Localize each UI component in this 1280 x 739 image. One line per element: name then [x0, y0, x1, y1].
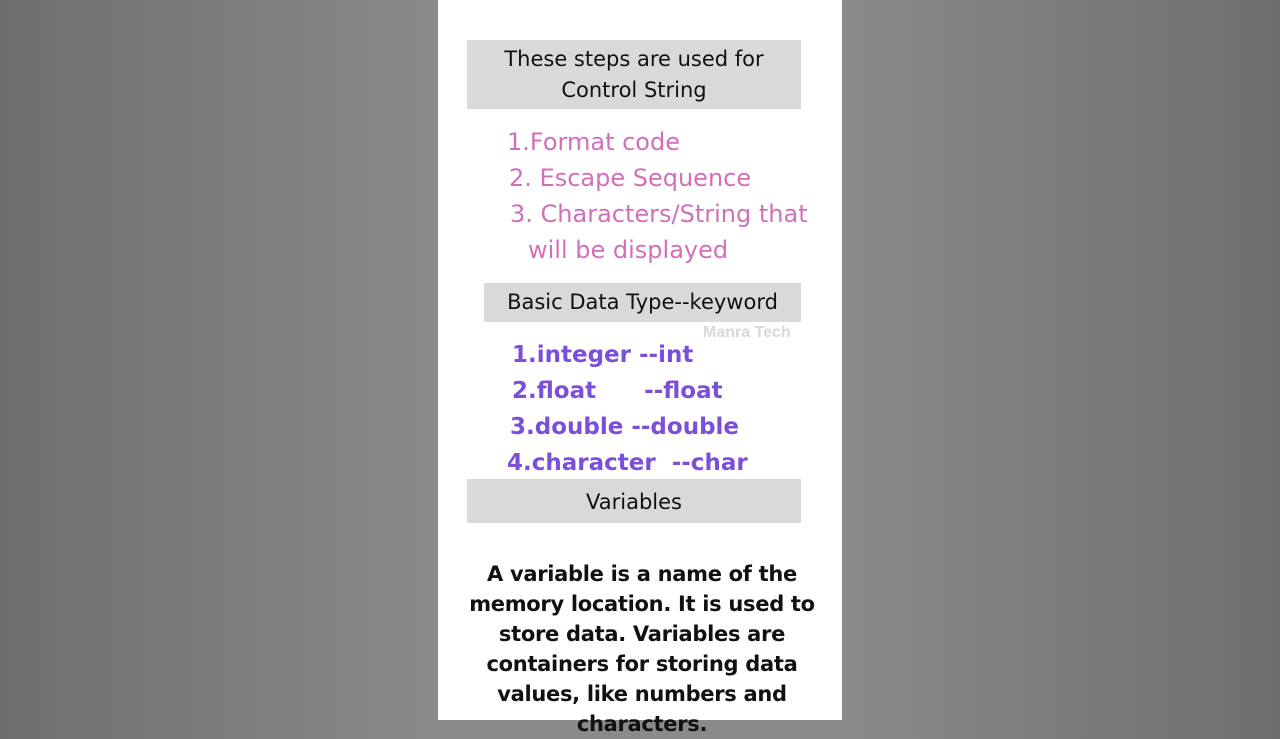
control-step-2: 2. Escape Sequence [509, 164, 752, 192]
data-type-item: 3.double --double [510, 414, 740, 440]
data-type-item: 2.float --float [512, 378, 723, 404]
control-step-3-cont: will be displayed [528, 236, 729, 264]
control-string-heading [467, 40, 801, 109]
data-type-item: 1.integer --int [512, 342, 694, 368]
data-type-heading: Basic Data Type--keyword [484, 283, 801, 322]
control-step-3: 3. Characters/String that [510, 200, 808, 228]
variables-heading: Variables [467, 479, 801, 523]
watermark: Manra Tech [703, 324, 791, 341]
variable-definition: A variable is a name of the memory location. It is used to store data. Variables are containers for storing data values, like numbers and characters. [469, 562, 815, 736]
heading-line-2: Control String [561, 78, 707, 102]
control-step-1: 1.Format code [507, 128, 680, 156]
heading-line-1: These steps are used for [504, 47, 764, 71]
data-type-item: 4.character --char [507, 450, 748, 476]
